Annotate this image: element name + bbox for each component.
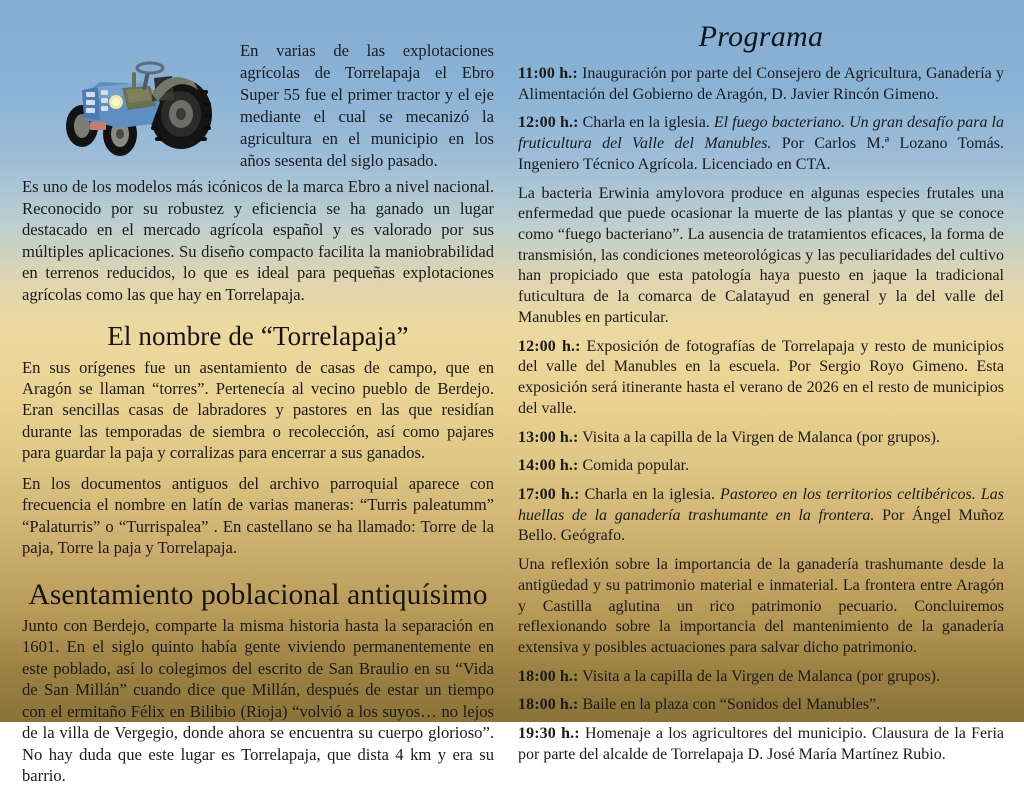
entry-text: Comida popular. bbox=[578, 457, 690, 475]
entry-talk-title: Pastoreo en los territorios celtibéricos. Las huellas de la ganadería trashumante en la frontera. bbox=[518, 485, 1004, 524]
intro-paragraph-model: Es uno de los modelos más icónicos de la marca Ebro a nivel nacional. Reconocido por su robustez y eficiencia se ha ganado un lugar destacado en el mercado agrícola español y es valorado por sus múltiples aplicaciones. Su diseño compacto facilita la maniobrabilidad en terrenos reducidos, lo que es ideal para pequeñas explotaciones agrícolas como las que hay en Torrelapaja. bbox=[22, 177, 494, 304]
entry-text: Charla en la iglesia. bbox=[579, 485, 721, 503]
entry-talk-title: El fuego bacteriano. Un gran desafío para la fruticultura del Valle del Manubles. bbox=[518, 114, 1004, 153]
note-pastoreo: Una reflexión sobre la importancia de la ganadería trashumante desde la antigüedad y su patrimonio material e inmaterial. La frontera entre Aragón y Castilla aglutina un rico patrimonio pecuario. Concluiremos reflexionando sobre la importancia del mantenimiento de la ganadería extensiva y posibles actuaciones para salvar dicho patrimonio. bbox=[518, 556, 1004, 656]
entry-text: Homenaje a los agricultores del municipio. Clausura de la Feria por parte del alcalde de Torrelapaja D. José María Martínez Rubio. bbox=[518, 725, 1004, 763]
programa-entry bbox=[518, 724, 1004, 765]
entry-time: 13:00 h.: bbox=[518, 428, 579, 446]
note-fuego-bacteriano: La bacteria Erwinia amylovora produce en algunas especies frutales una enfermedad que puede ocasionar la muerte de las plantas y que se conoce como “fuego bacteriano”. La ausencia de tratamientos eficaces, la forma de transmisión, las condiciones meteorológicas y las peculiaridades del cultivo han propiciado que esta patología haya puesto en jaque la tradicional futicultura de la comarca de Calatayud en general y la del valle del Manubles en particular. bbox=[518, 184, 1004, 326]
right-column-programa bbox=[504, 14, 1008, 763]
entry-time: 11:00 h.: bbox=[518, 65, 578, 82]
entry-text: Exposición de fotografías de Torrelapaja y resto de municipios del valle del Manubles en la escuela. Por Sergio Royo Gimeno. Esta exposición será itinerante hasta el verano de 2026 en el resto de municipios del valle. bbox=[518, 337, 1004, 417]
intro-paragraph-tractor: En varias de las explotaciones agrícolas de Torrelapaja el Ebro Super 55 fue el primer tractor y el eje mediante el cual se mecanizó la agricultura en el municipio en los años sesenta del siglo pasado. bbox=[240, 41, 494, 171]
programa-entry bbox=[518, 485, 1004, 547]
programa-entry bbox=[518, 695, 1004, 716]
programa-entry bbox=[518, 64, 1004, 105]
entry-time: 18:00 h.: bbox=[518, 696, 579, 714]
programa-entry bbox=[518, 337, 1004, 420]
tractor-illustration bbox=[48, 54, 230, 166]
programa-entry bbox=[518, 428, 1004, 449]
heading-nombre-torrelapaja: El nombre de “Torrelapaja” bbox=[107, 321, 409, 352]
tractor-intro-block bbox=[22, 40, 494, 172]
entry-time: 17:00 h.: bbox=[518, 485, 580, 503]
heading-asentamiento-poblacional: Asentamiento poblacional antiquísimo bbox=[28, 578, 488, 611]
entry-text-after: Por Ángel Muñoz Bello. Geógrafo. bbox=[518, 506, 1004, 545]
programa-entry bbox=[518, 113, 1004, 175]
paragraph-asentamiento: Junto con Berdejo, comparte la misma historia hasta la separación en 1601. En el siglo quinto había gente viviendo permanentemente en este poblado, así lo colegimos del escrito de San Braulio en su “Vida de San Millán” cuando dice que Millán, después de estar un tiempo con el ermitaño Félix en Bilibio (Rioja) “volvió a los suyos… no lejos de la villa de Vergegio, donde ahora se encuentra su cuerpo glorioso”. No hay duda que este lugar es Torrelapaja, que dista 4 km y era su barrio. bbox=[22, 615, 494, 786]
entry-text: Baile en la plaza con “Sonidos del Manubles”. bbox=[578, 696, 881, 714]
programa-entry bbox=[518, 667, 1004, 688]
entry-text-after: Por Carlos M.ª Lozano Tomás. Ingeniero Técnico Agrícola. Licenciado en CTA. bbox=[518, 135, 1004, 173]
entry-text: Visita a la capilla de la Virgen de Malanca (por grupos). bbox=[578, 428, 940, 446]
entry-time: 14:00 h.: bbox=[518, 457, 579, 475]
entry-time: 12:00 h.: bbox=[518, 337, 581, 355]
entry-time: 12:00 h.: bbox=[518, 114, 579, 132]
programa-title: Programa bbox=[698, 20, 824, 53]
programa-entry bbox=[518, 456, 1004, 477]
paragraph-origenes: En sus orígenes fue un asentamiento de casas de campo, que en Aragón se llaman “torres”. Pertenecía al vecino pueblo de Berdejo. Eran sencillas casas de labradores y pastores en las que residían durante las temporadas de siembra o recolección, así como pajares para guardar la paja y corralizas para encerrar a sus ganados. bbox=[22, 357, 494, 463]
left-column bbox=[22, 14, 504, 786]
entry-time: 19:30 h.: bbox=[518, 725, 580, 743]
entry-text: Inauguración por parte del Consejero de Agricultura, Ganadería y Alimentación del Gobierno de Aragón, D. Javier Rincón Gimeno. bbox=[518, 65, 1004, 103]
entry-text: Charla en la iglesia. bbox=[578, 114, 714, 132]
paragraph-documentos-antiguos: En los documentos antiguos del archivo parroquial aparece con frecuencia el nombre en latín de varias maneras: “Turris paleatumm” “Palaturris” o “Turrispalea” . En castellano se ha llamado: Torre de la paja, Torre la paja y Torrelapaja. bbox=[22, 473, 494, 558]
entry-text: Visita a la capilla de la Virgen de Malanca (por grupos). bbox=[578, 667, 940, 685]
entry-time: 18:00 h.: bbox=[518, 667, 579, 685]
